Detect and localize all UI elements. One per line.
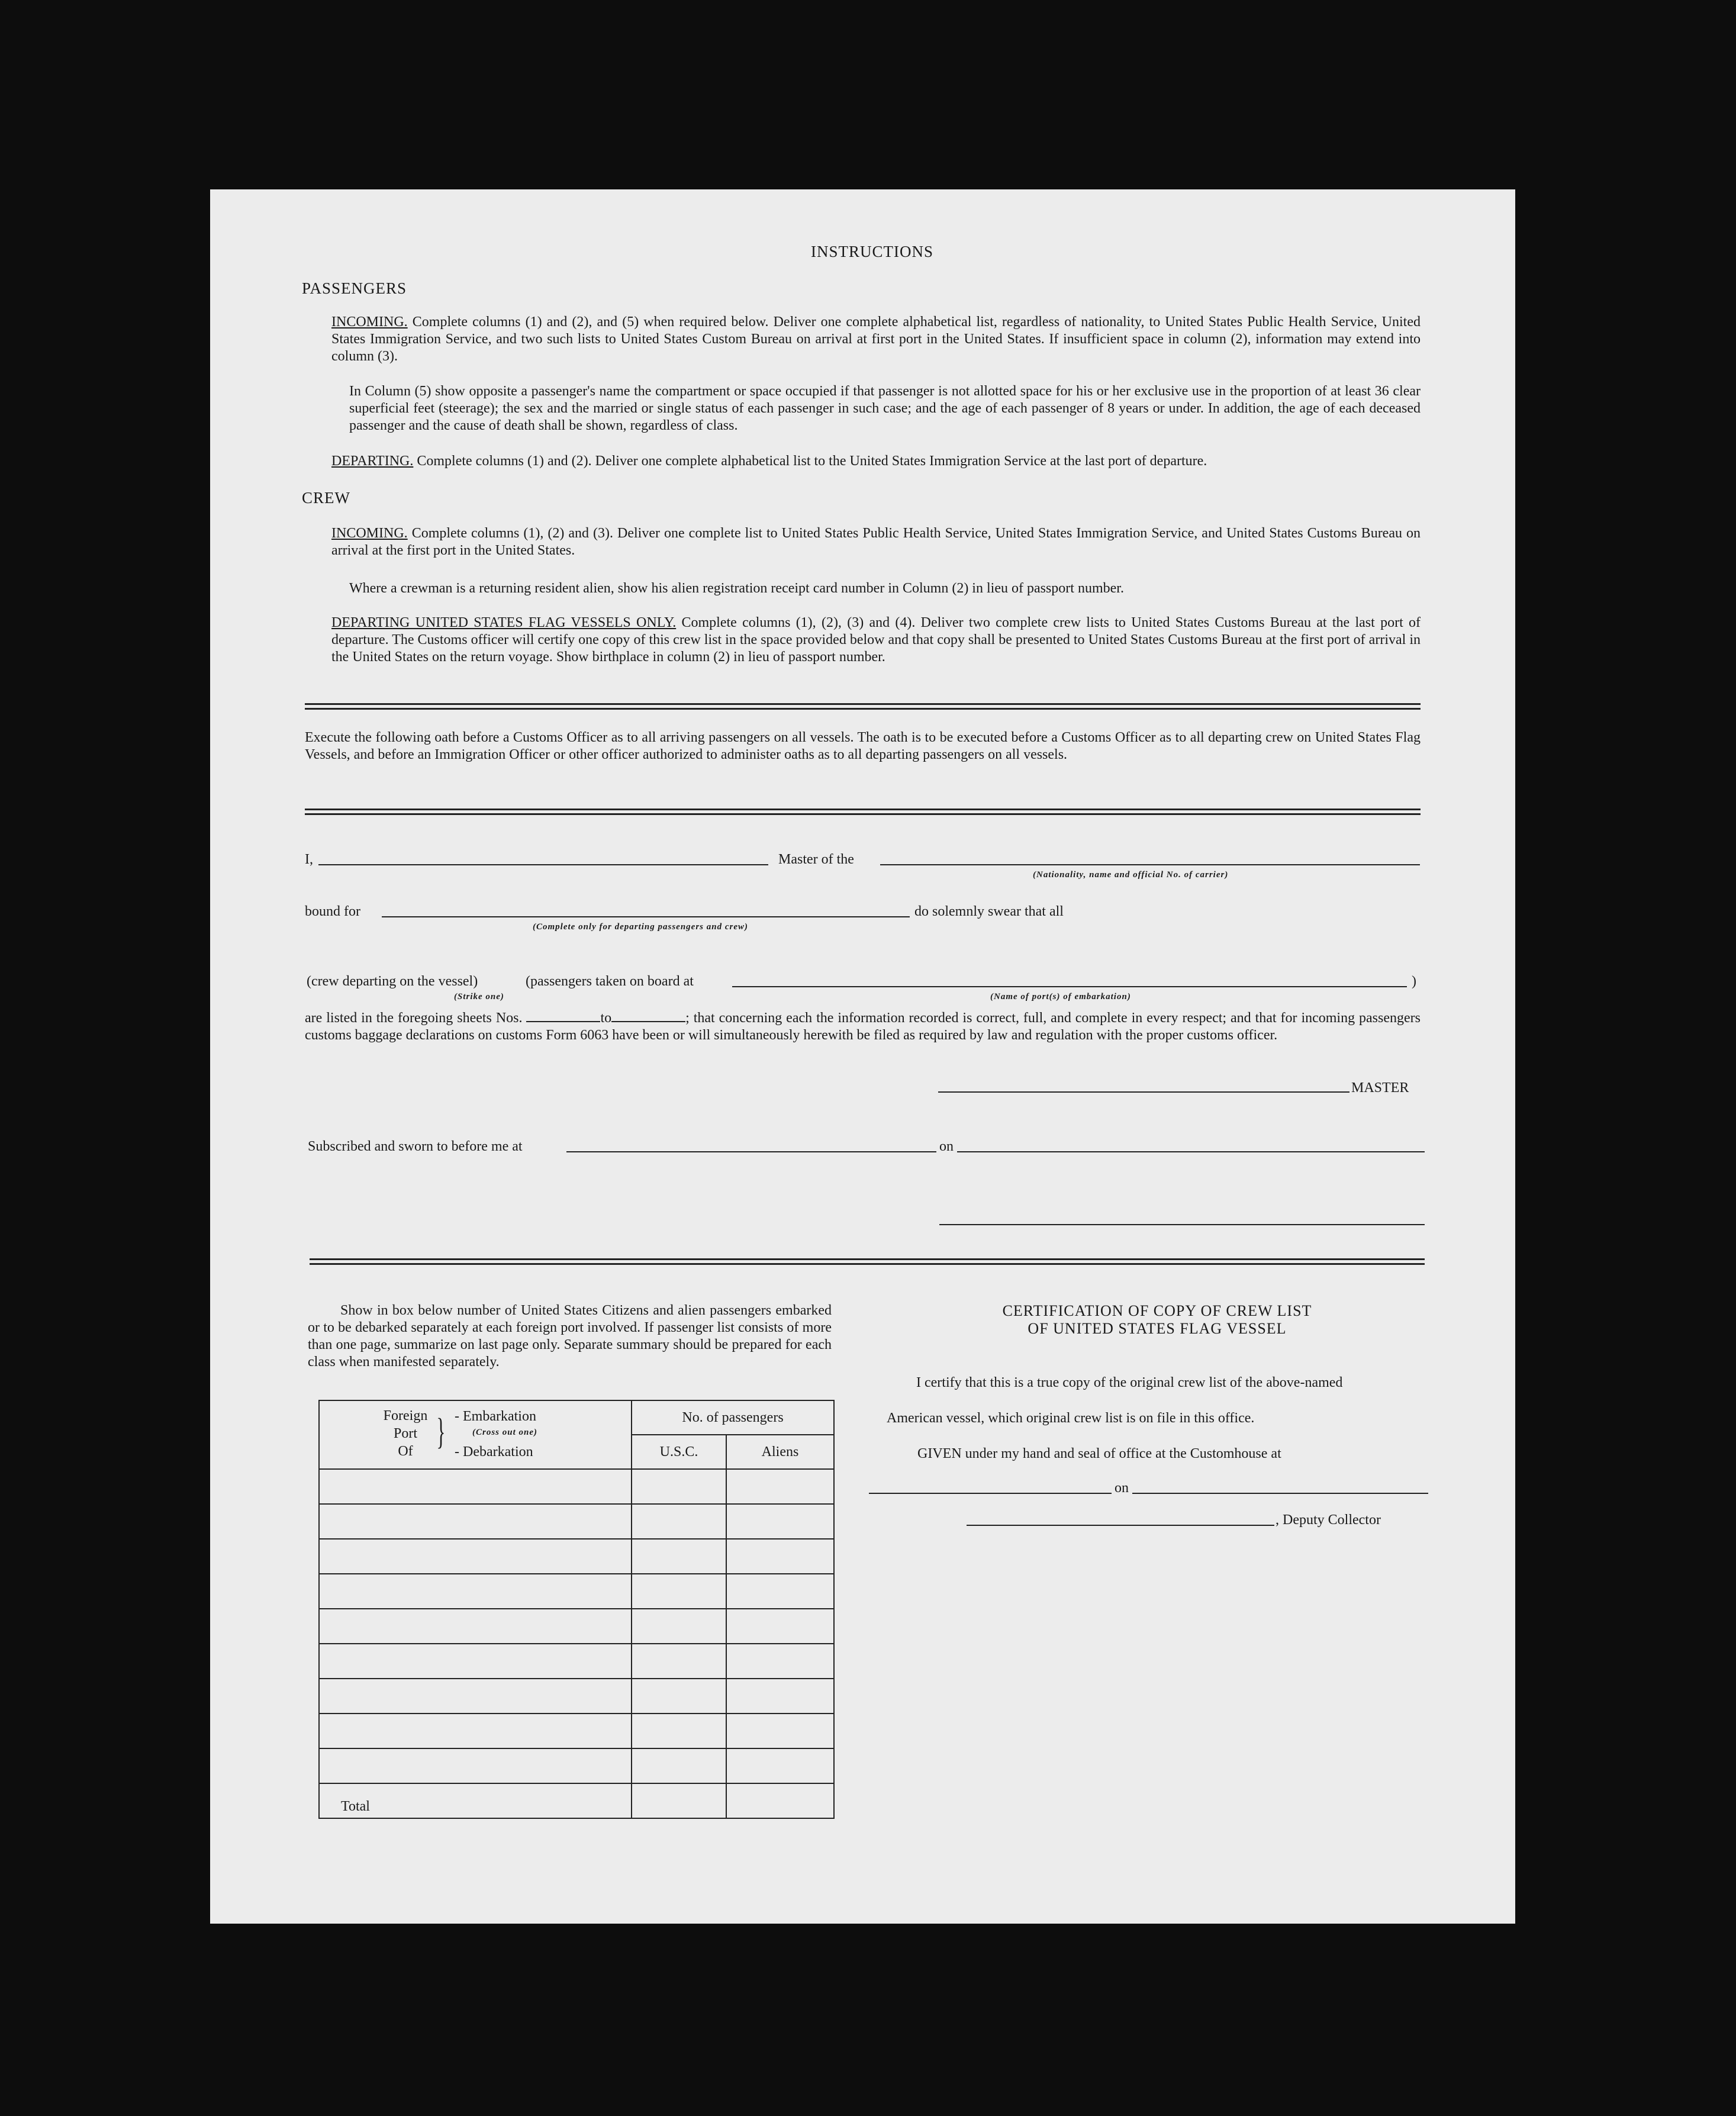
sworn-location-field[interactable]	[566, 1151, 936, 1152]
sworn-on-label: on	[939, 1139, 954, 1154]
section-divider-3	[310, 1258, 1425, 1265]
bound-for-label: bound for	[305, 904, 360, 919]
sheet-from-field[interactable]	[526, 1021, 600, 1022]
column5-paragraph: In Column (5) show opposite a passenger's name the compartment or space occupied if that passenger is not allotted space for his or her exclusive use in the proportion of at least 36 clear superficial feet (steerage); the sex and the married or single status of each passenger in such case; and the age of each passenger of 8 years or under. In addition, the age of each deceased passenger and the cause of death shall be shown, regardless of class.	[349, 384, 1421, 433]
port-cell[interactable]	[319, 1574, 632, 1609]
debarkation-option[interactable]: - Debarkation	[455, 1444, 533, 1460]
subscribed-label: Subscribed and sworn to before me at	[308, 1139, 523, 1154]
usc-cell[interactable]	[632, 1574, 726, 1609]
aliens-cell[interactable]	[726, 1714, 834, 1748]
aliens-cell[interactable]	[726, 1539, 834, 1574]
instructions-title: INSTRUCTIONS	[811, 243, 934, 260]
usc-cell[interactable]	[632, 1679, 726, 1714]
aliens-cell[interactable]	[726, 1679, 834, 1714]
aliens-cell[interactable]	[726, 1609, 834, 1644]
master-signature-field[interactable]	[938, 1091, 1349, 1093]
listed-paragraph	[305, 1010, 1421, 1044]
passengers-taken-option[interactable]: (passengers taken on board at	[526, 974, 694, 989]
passengers-departing-label: DEPARTING.	[331, 453, 414, 469]
certification-title	[891, 1302, 1423, 1338]
port-cell[interactable]	[319, 1748, 632, 1783]
certification-line3: GIVEN under my hand and seal of office at the Customhouse at	[917, 1446, 1281, 1461]
carrier-note: (Nationality, name and official No. of carrier)	[1033, 870, 1229, 880]
crew-departing-option[interactable]: (crew departing on the vessel)	[307, 974, 478, 989]
ports-note: (Name of port(s) of embarkation)	[990, 992, 1131, 1001]
passengers-incoming-text: Complete columns (1) and (2), and (5) when required below. Deliver one complete alphabetical list, regardless of nationality, to United States Public Health Service, United States Immigration Service, and two such lists to United States Custom Bureau on arrival at first port in the United States. If insufficient space in column (2), information may extend into column (3).	[331, 314, 1421, 364]
bound-note: (Complete only for departing passengers and crew)	[533, 922, 748, 932]
summary-row	[319, 1714, 834, 1748]
total-label: Total	[319, 1783, 632, 1818]
oath-intro: Execute the following oath before a Customs Officer as to all arriving passengers on all vessels. The oath is to be executed before a Customs Officer as to all departing crew on United States Flag Vessels, and before an Immigration Officer or other officer authorized to administer oaths as to all departing passengers on all vessels.	[305, 730, 1421, 762]
certification-title-line1: CERTIFICATION OF COPY OF CREW LIST	[1002, 1302, 1312, 1319]
sworn-date-field[interactable]	[957, 1151, 1425, 1152]
embarkation-option[interactable]: - Embarkation	[455, 1409, 536, 1424]
summary-row	[319, 1609, 834, 1644]
bound-for-field[interactable]	[382, 916, 910, 917]
section-divider-1	[305, 703, 1421, 710]
usc-cell[interactable]	[632, 1469, 726, 1504]
master-label: MASTER	[1351, 1080, 1409, 1096]
usc-cell[interactable]	[632, 1504, 726, 1539]
usc-total-cell[interactable]	[632, 1783, 726, 1818]
passengers-incoming-paragraph	[331, 314, 1421, 365]
oath-i-label: I,	[305, 852, 313, 867]
to-label: to	[600, 1010, 612, 1026]
close-paren: )	[1412, 974, 1416, 989]
certification-line1: I certify that this is a true copy of the original crew list of the above-named	[916, 1375, 1343, 1390]
crew-incoming-text: Complete columns (1), (2) and (3). Deliver one complete list to United States Public Health Service, United States Immigration Service, and United States Customs Bureau on arrival at the first port in the United States.	[331, 526, 1421, 558]
usc-cell[interactable]	[632, 1609, 726, 1644]
of-label: Of	[398, 1444, 413, 1459]
cross-out-note: (Cross out one)	[472, 1428, 538, 1437]
summary-row	[319, 1574, 834, 1609]
summary-instruction: Show in box below number of United States Citizens and alien passengers embarked or to be debarked separately at each foreign port involved. If passenger list consists of more than one page, summarize on last page only. Separate summary should be prepared for each class when manifested separately.	[308, 1303, 832, 1370]
deputy-collector-label: , Deputy Collector	[1276, 1512, 1381, 1528]
brace-icon: }	[436, 1412, 446, 1452]
summary-total-row	[319, 1783, 834, 1818]
passenger-summary-table	[318, 1400, 835, 1819]
customhouse-field[interactable]	[869, 1493, 1112, 1494]
port-cell[interactable]	[319, 1609, 632, 1644]
summary-row	[319, 1679, 834, 1714]
crew-incoming-label: INCOMING.	[331, 526, 408, 541]
officer-signature-field[interactable]	[939, 1224, 1425, 1225]
foreign-port-header	[319, 1400, 632, 1469]
crew-incoming-paragraph	[331, 525, 1421, 559]
summary-header-row-1	[319, 1400, 834, 1435]
swear-label: do solemnly swear that all	[914, 904, 1064, 919]
master-name-field[interactable]	[318, 864, 768, 865]
certification-line2: American vessel, which original crew list is on file in this office.	[887, 1410, 1255, 1426]
crew-heading: CREW	[302, 489, 350, 507]
foreign-label: Foreign	[383, 1408, 428, 1423]
port-cell[interactable]	[319, 1714, 632, 1748]
port-cell[interactable]	[319, 1679, 632, 1714]
summary-row	[319, 1469, 834, 1504]
certification-on-label: on	[1115, 1480, 1129, 1496]
usc-cell[interactable]	[632, 1644, 726, 1679]
passengers-incoming-label: INCOMING.	[331, 314, 408, 330]
summary-row	[319, 1539, 834, 1574]
aliens-total-cell[interactable]	[726, 1783, 834, 1818]
embarkation-ports-field[interactable]	[732, 986, 1407, 987]
aliens-cell[interactable]	[726, 1504, 834, 1539]
port-cell[interactable]	[319, 1644, 632, 1679]
usc-header: U.S.C.	[632, 1435, 726, 1469]
certification-date-field[interactable]	[1132, 1493, 1428, 1494]
aliens-cell[interactable]	[726, 1644, 834, 1679]
statement-text: ; that concerning each the information recorded is correct, full, and complete in every respect; and that for incoming passengers customs baggage declarations on customs Form 6063 have been or will simultaneously herewith be filed as required by law and regulation with the proper customs officer.	[305, 1010, 1421, 1043]
deputy-signature-field[interactable]	[967, 1525, 1274, 1526]
usc-cell[interactable]	[632, 1714, 726, 1748]
summary-row	[319, 1748, 834, 1783]
crew-resident-paragraph: Where a crewman is a returning resident alien, show his alien registration receipt card number in Column (2) in lieu of passport number.	[349, 581, 1124, 596]
sheet-to-field[interactable]	[611, 1021, 685, 1022]
certification-title-line2: OF UNITED STATES FLAG VESSEL	[1028, 1320, 1287, 1337]
summary-row	[319, 1644, 834, 1679]
no-of-passengers-header: No. of passengers	[632, 1400, 834, 1435]
usc-cell[interactable]	[632, 1748, 726, 1783]
port-cell[interactable]	[319, 1469, 632, 1504]
aliens-cell[interactable]	[726, 1469, 834, 1504]
section-divider-2	[305, 809, 1421, 815]
passengers-departing-paragraph	[331, 453, 1421, 470]
usc-cell[interactable]	[632, 1539, 726, 1574]
foreign-port-of-labels	[379, 1407, 432, 1460]
port-label: Port	[393, 1426, 417, 1441]
crew-departing-label: DEPARTING UNITED STATES FLAG VESSELS ONLY.	[331, 615, 677, 630]
form-sheet	[210, 189, 1515, 1924]
crew-departing-paragraph	[331, 614, 1421, 666]
passengers-departing-text: Complete columns (1) and (2). Deliver one complete alphabetical list to the United States Immigration Service at the last port of departure.	[417, 453, 1207, 469]
carrier-field[interactable]	[880, 864, 1420, 865]
port-cell[interactable]	[319, 1504, 632, 1539]
crew-departing-text: Complete columns (1), (2), (3) and (4). Deliver two complete crew lists to United States Customs Bureau at the last port of departure. The Customs officer will certify one copy of this crew list in the space provided below and that copy shall be presented to United States Customs Bureau at the first port of arrival in the United States on the return voyage. Show birthplace in column (2) in lieu of passport number.	[331, 615, 1421, 665]
strike-one-note: (Strike one)	[454, 992, 504, 1001]
aliens-header: Aliens	[726, 1435, 834, 1469]
aliens-cell[interactable]	[726, 1574, 834, 1609]
listed-in-label: are listed in the foregoing sheets Nos.	[305, 1010, 523, 1026]
aliens-cell[interactable]	[726, 1748, 834, 1783]
passengers-heading: PASSENGERS	[302, 279, 407, 297]
summary-row	[319, 1504, 834, 1539]
master-of-the-label: Master of the	[778, 852, 854, 867]
port-cell[interactable]	[319, 1539, 632, 1574]
